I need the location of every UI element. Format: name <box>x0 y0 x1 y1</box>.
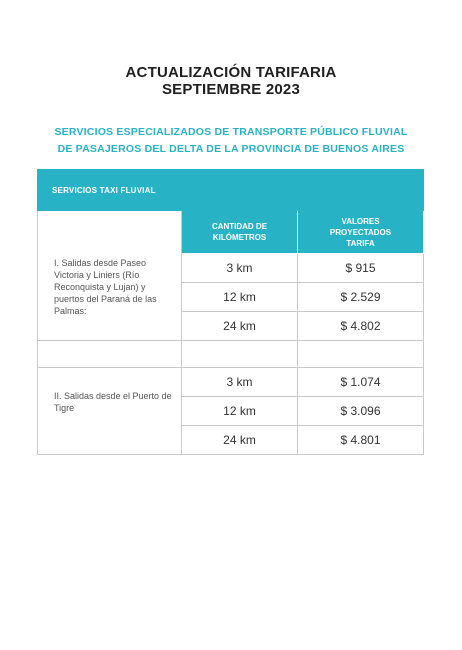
group-2-description-text: II. Salidas desde el Puerto de Tigre <box>54 391 172 413</box>
group-2-description <box>38 368 182 455</box>
price-cell: $ 2.529 <box>298 283 424 312</box>
group-1-description-text: I. Salidas desde Paseo Victoria y Liniers (Río Reconquista y Lujan) y puertos del Paraná de las Palmas: <box>54 258 157 316</box>
spacer-cell <box>182 341 298 368</box>
section-label: SERVICIOS TAXI FLUVIAL <box>38 170 424 211</box>
spacer-cell <box>298 341 424 368</box>
km-cell: 12 km <box>182 283 298 312</box>
column-header-values <box>298 211 424 254</box>
km-cell: 24 km <box>182 312 298 341</box>
column-header-km <box>182 211 298 254</box>
section-header-row <box>38 170 424 211</box>
subtitle-line-1: SERVICIOS ESPECIALIZADOS DE TRANSPORTE PÚBLICO FLUVIAL <box>54 126 408 138</box>
km-cell: 12 km <box>182 397 298 426</box>
price-cell: $ 4.801 <box>298 426 424 455</box>
spacer-row <box>38 341 424 368</box>
subtitle-line-2: DE PASAJEROS DEL DELTA DE LA PROVINCIA DE BUENOS AIRES <box>57 143 405 155</box>
column-header-row <box>38 211 424 254</box>
km-cell: 3 km <box>182 368 298 397</box>
km-cell: 24 km <box>182 426 298 455</box>
km-cell: 3 km <box>182 254 298 283</box>
group-1-description <box>38 211 182 341</box>
column-header-km-line-2: KILÓMETROS <box>212 233 267 242</box>
price-cell: $ 3.096 <box>298 397 424 426</box>
table-row <box>38 368 424 397</box>
price-cell: $ 4.802 <box>298 312 424 341</box>
fare-table <box>37 169 424 455</box>
spacer-cell <box>38 341 182 368</box>
page-subtitle <box>0 124 462 158</box>
price-cell: $ 915 <box>298 254 424 283</box>
column-header-values-line-3: TARIFA <box>346 238 375 248</box>
title-line-1: ACTUALIZACIÓN TARIFARIA <box>125 64 337 81</box>
column-header-values-line-1: VALORES <box>341 216 380 226</box>
title-line-2: SEPTIEMBRE 2023 <box>161 81 301 98</box>
column-header-values-line-2: PROYECTADOS <box>329 227 392 237</box>
price-cell: $ 1.074 <box>298 368 424 397</box>
column-header-km-line-1: CANTIDAD DE <box>211 222 268 231</box>
page-title <box>0 64 462 98</box>
